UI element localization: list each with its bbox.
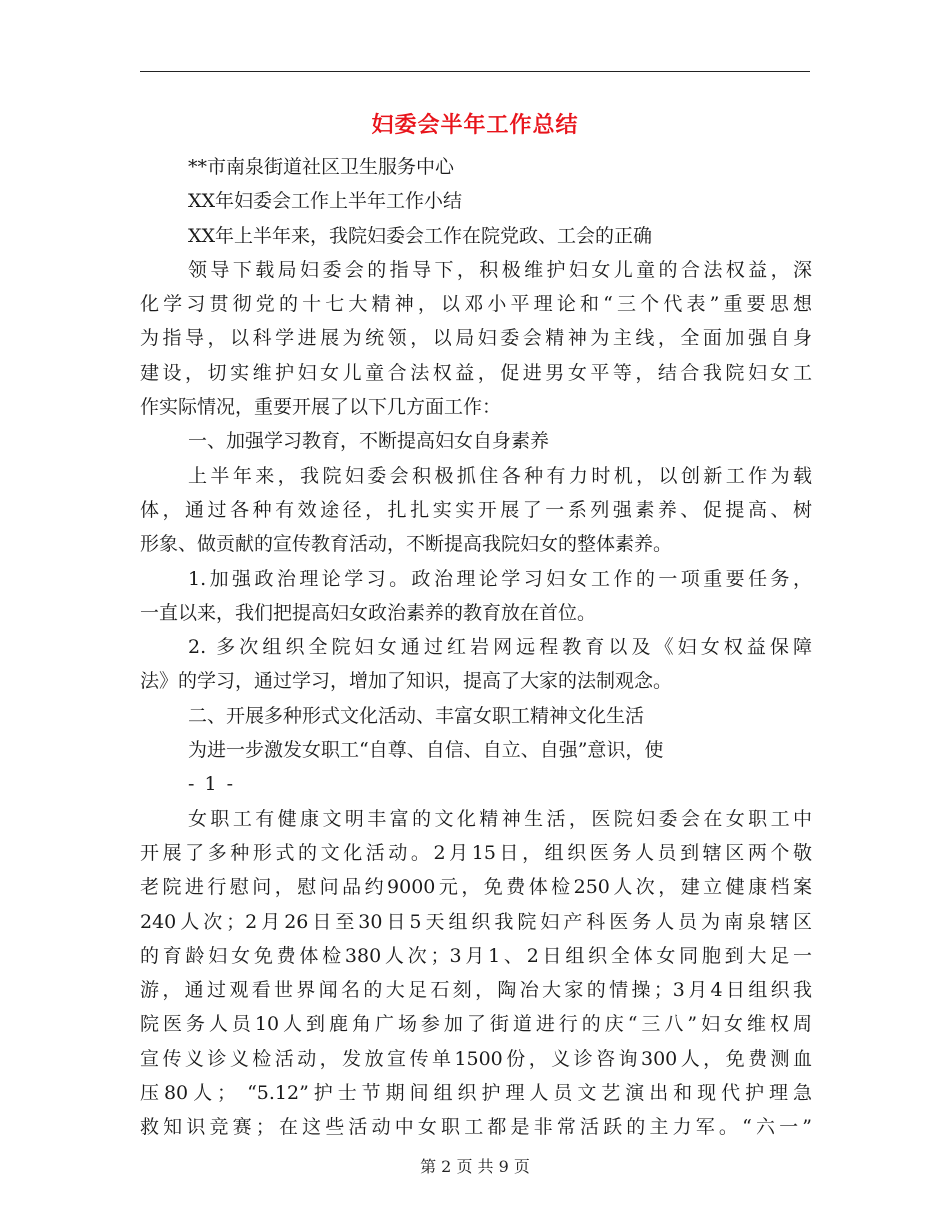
text-line: 形象、做贡献的宣传教育活动，不断提高我院妇女的整体素养。	[140, 533, 673, 556]
section-heading: 一、加强学习教育，不断提高妇女自身素养	[188, 430, 550, 453]
text-line: 上半年来，我院妇委会积极抓住各种有力时机，以创新工作为载	[188, 464, 812, 487]
text-line: XX年上半年来，我院妇委会工作在院党政、工会的正确	[188, 224, 653, 247]
inline-page-number: - 1 -	[188, 773, 236, 796]
text-line: 女职工有健康文明丰富的文化精神生活，医院妇委会在女职工中	[188, 807, 812, 830]
text-line: 为进一步激发女职工“自尊、自信、自立、自强”意识，使	[188, 739, 664, 762]
text-line: 建设，切实维护妇女儿童合法权益，促进男女平等，结合我院妇女工	[140, 361, 812, 384]
text-line: 一直以来，我们把提高妇女政治素养的教育放在首位。	[140, 601, 597, 624]
text-line: 2. 多次组织全院妇女通过红岩网远程教育以及《妇女权益保障	[188, 636, 812, 659]
text-line: XX年妇委会工作上半年工作小结	[188, 190, 463, 213]
text-line: 作实际情况，重要开展了以下几方面工作：	[140, 396, 502, 419]
text-line: 240人次；2月26日至30日5天组织我院妇产科医务人员为南泉辖区	[140, 910, 812, 933]
document-title: 妇委会半年工作总结	[371, 112, 579, 138]
text-line: 法》的学习，通过学习，增加了知识，提高了大家的法制观念。	[140, 670, 673, 693]
text-line: 救知识竞赛；在这些活动中女职工都是非常活跃的主力军。“六一”	[140, 1116, 812, 1139]
text-line: 宣传义诊义检活动，发放宣传单1500份，义诊咨询300人，免费测血	[140, 1047, 812, 1070]
text-line: 领导下载局妇委会的指导下，积极维护妇女儿童的合法权益，深	[188, 258, 812, 281]
text-line: 化学习贯彻党的十七大精神，以邓小平理论和“三个代表”重要思想	[140, 293, 812, 316]
text-line: 为指导，以科学进展为统领，以局妇委会精神为主线，全面加强自身	[140, 327, 812, 350]
text-line: **市南泉街道社区卫生服务中心	[188, 156, 455, 178]
header-rule	[140, 71, 810, 72]
text-line: 老院进行慰问，慰问品约9000元，免费体检250人次，建立健康档案	[140, 876, 812, 899]
page-footer: 第 2 页 共 9 页	[420, 1157, 530, 1176]
text-line: 1.加强政治理论学习。政治理论学习妇女工作的一项重要任务，	[188, 567, 812, 590]
text-line: 游，通过观看世界闻名的大足石刻，陶冶大家的情操；3月4日组织我	[140, 979, 812, 1002]
document-body	[140, 150, 812, 1145]
text-line: 压80人； “5.12”护士节期间组织护理人员文艺演出和现代护理急	[140, 1082, 812, 1105]
section-heading: 二、开展多种形式文化活动、丰富女职工精神文化生活	[188, 704, 645, 727]
text-line: 院医务人员10人到鹿角广场参加了街道进行的庆“三八”妇女维权周	[140, 1013, 812, 1036]
text-line: 开展了多种形式的文化活动。2月15日，组织医务人员到辖区两个敬	[140, 841, 812, 864]
text-line: 体，通过各种有效途径，扎扎实实开展了一系列强素养、促提高、树	[140, 498, 812, 521]
text-line: 的育龄妇女免费体检380人次；3月1、2日组织全体女同胞到大足一	[140, 944, 812, 967]
